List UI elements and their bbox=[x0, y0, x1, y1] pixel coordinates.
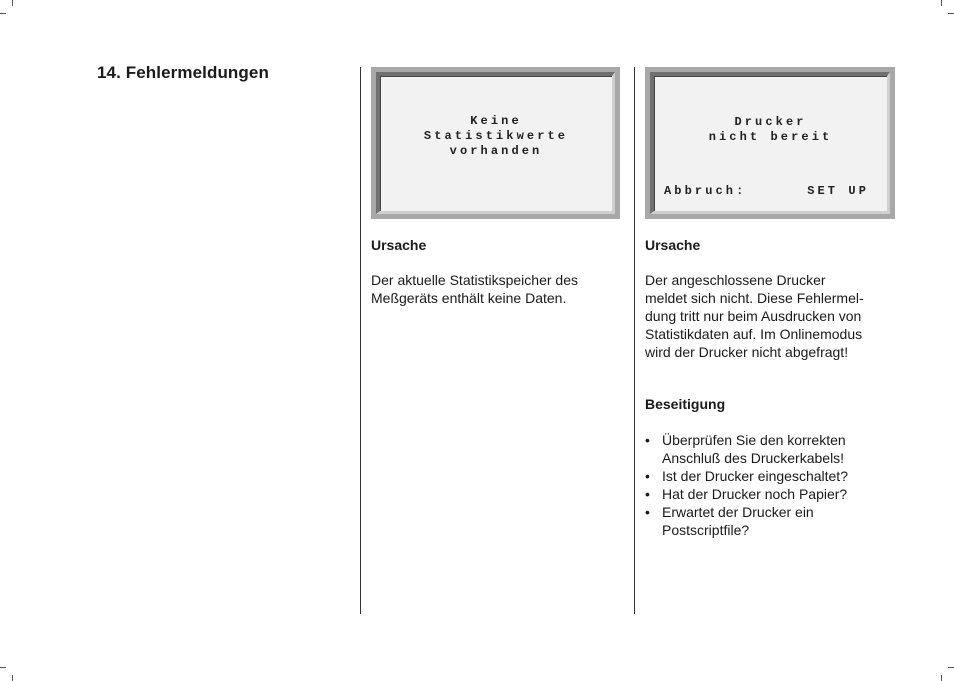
text-line: Der aktuelle Statistikspeicher des bbox=[371, 272, 578, 288]
fix-list bbox=[645, 431, 895, 539]
lcd-line: vorhanden bbox=[449, 144, 543, 158]
lcd-line: Drucker bbox=[734, 115, 807, 129]
text-line: Statistikdaten auf. Im Onlinemodus bbox=[645, 326, 863, 342]
lcd-display bbox=[371, 67, 620, 219]
lcd-screen bbox=[650, 72, 890, 214]
list-item bbox=[645, 431, 895, 467]
cause-text bbox=[645, 271, 864, 361]
bullet-icon: • bbox=[645, 432, 650, 448]
lcd-line: nicht bereit bbox=[708, 130, 833, 144]
crop-mark bbox=[941, 675, 942, 681]
fix-heading: Beseitigung bbox=[645, 396, 726, 412]
bullet-icon: • bbox=[645, 504, 650, 520]
cause-heading: Ursache bbox=[371, 237, 427, 253]
bullet-icon: • bbox=[645, 486, 650, 502]
cause-text bbox=[371, 271, 578, 307]
crop-mark bbox=[0, 667, 6, 668]
page-title: 14. Fehlermeldungen bbox=[97, 63, 269, 82]
text-line: Postscriptfile? bbox=[662, 522, 750, 538]
lcd-screen bbox=[376, 72, 615, 214]
text-line: wird der Drucker nicht abgefragt! bbox=[645, 344, 849, 360]
text-line: Der angeschlossene Drucker bbox=[645, 272, 826, 288]
cause-heading: Ursache bbox=[645, 237, 701, 253]
crop-mark bbox=[0, 13, 6, 14]
text-line: dung tritt nur beim Ausdrucken von bbox=[645, 308, 862, 324]
column-divider bbox=[634, 67, 635, 614]
lcd-softkey-label: Abbruch: bbox=[664, 184, 747, 198]
crop-mark bbox=[948, 13, 954, 14]
text-line: Ist der Drucker eingeschaltet? bbox=[662, 468, 848, 484]
text-line: Überprüfen Sie den korrekten bbox=[662, 432, 846, 448]
crop-mark bbox=[12, 0, 13, 6]
list-item bbox=[645, 503, 895, 539]
text-line: Erwartet der Drucker ein bbox=[662, 504, 814, 520]
list-item bbox=[645, 467, 895, 485]
lcd-line: Keine bbox=[470, 114, 522, 128]
list-item bbox=[645, 485, 895, 503]
crop-mark bbox=[948, 667, 954, 668]
bullet-icon: • bbox=[645, 468, 650, 484]
text-line: Meßgeräts enthält keine Daten. bbox=[371, 290, 567, 306]
lcd-line: Statistikwerte bbox=[423, 129, 569, 143]
column-divider bbox=[360, 67, 361, 614]
lcd-softkey-label: SET UP bbox=[807, 184, 869, 198]
text-line: meldet sich nicht. Diese Fehlermel- bbox=[645, 290, 864, 306]
text-line: Anschluß des Druckerkabels! bbox=[662, 450, 845, 466]
crop-mark bbox=[941, 0, 942, 6]
lcd-display bbox=[645, 67, 895, 219]
text-line: Hat der Drucker noch Papier? bbox=[662, 486, 848, 502]
crop-mark bbox=[12, 675, 13, 681]
